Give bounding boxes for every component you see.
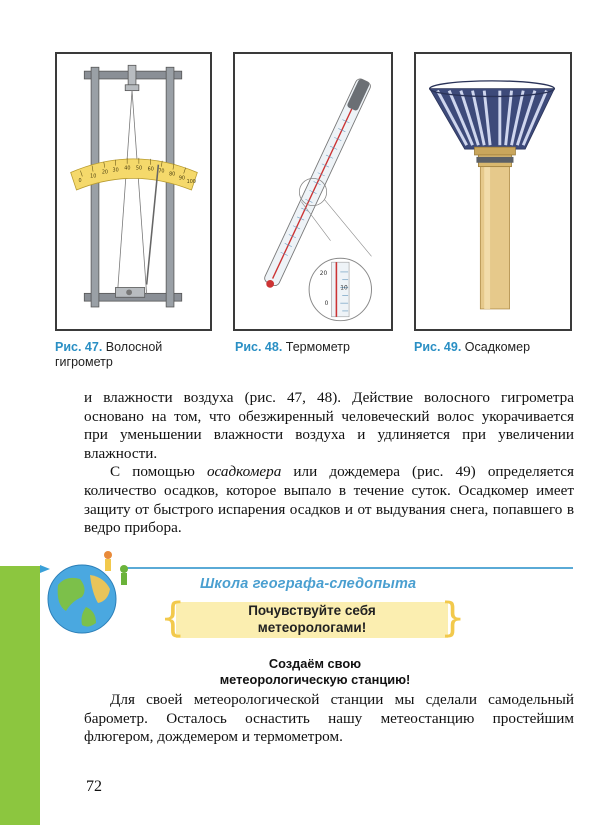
scale-label: 10	[90, 173, 97, 180]
figure-title: Осадкомер	[464, 340, 531, 354]
figure-49-caption	[414, 340, 574, 355]
paragraph: Для своей метеорологической станции мы сделали самодельный барометр. Осталось оснастить нашу метеостанцию простейшим флюгером, дождемером и термометром.	[84, 691, 574, 746]
section-side-tab	[0, 566, 40, 825]
figure-49-rain-gauge	[414, 52, 572, 331]
brace-right-icon: }	[440, 595, 466, 641]
scale-label: 90	[178, 175, 186, 182]
figure-47-hygrometer	[55, 52, 212, 331]
banner-line: метеорологами!	[257, 619, 367, 635]
figure-48-caption	[235, 340, 395, 355]
globe-icon	[36, 545, 132, 641]
scale-label: 80	[169, 171, 176, 178]
scale-label: 100	[186, 179, 196, 186]
subheading-line: Создаём свою	[268, 656, 362, 671]
thermo-scale-label: 0	[324, 301, 329, 308]
scale-label: 50	[135, 165, 143, 172]
section-title: Школа географа-следопыта	[200, 576, 417, 592]
scale-label: 30	[112, 167, 119, 174]
thermo-scale-label: 10	[340, 285, 348, 292]
paragraph	[84, 463, 574, 537]
section-text	[84, 691, 574, 747]
main-text	[84, 389, 574, 538]
figure-number: Рис. 49.	[414, 340, 462, 354]
scale-label: 70	[158, 168, 165, 175]
scale-label: 60	[147, 166, 154, 173]
term-italic: осадкомера	[206, 463, 282, 481]
page-number: 72	[86, 778, 102, 795]
thermo-scale-label: 20	[319, 270, 328, 277]
figure-number: Рис. 47.	[55, 340, 103, 354]
brace-left-icon: {	[160, 595, 186, 641]
section-subheading	[180, 656, 450, 688]
figure-title: Волосной гигрометр	[55, 340, 163, 369]
paragraph-end: или дождемера (рис. 49) определяется количество осадков, которое выпало в течение суток. Осадкомер имеет защиту от быстрого испарения осадков и от выдувания снега, попавшего в ведро прибора.	[84, 463, 574, 537]
section-divider	[125, 567, 573, 569]
figure-47-caption	[55, 340, 215, 370]
hygrometer-illustration	[57, 54, 210, 329]
subheading-line: метеорологическую станцию!	[219, 672, 411, 687]
rain-gauge-illustration	[416, 54, 570, 329]
banner-heading	[176, 603, 448, 636]
figure-number: Рис. 48.	[235, 340, 283, 354]
banner-line: Почувствуйте себя	[248, 603, 376, 618]
scale-label: 0	[78, 178, 82, 185]
paragraph: и влажности воздуха (рис. 47, 48). Действие волосного гигрометра основано на том, что обезжиренный человеческий волос укорачивается при уменьшении влажности воздуха и удлиняется при увеличении влажности.	[84, 389, 574, 462]
paragraph-start: С помощью	[110, 463, 207, 481]
scale-label: 20	[101, 169, 109, 176]
thermometer-illustration	[235, 54, 391, 329]
scale-label: 40	[124, 165, 131, 172]
figure-title: Термометр	[285, 340, 350, 354]
figure-48-thermometer	[233, 52, 393, 331]
